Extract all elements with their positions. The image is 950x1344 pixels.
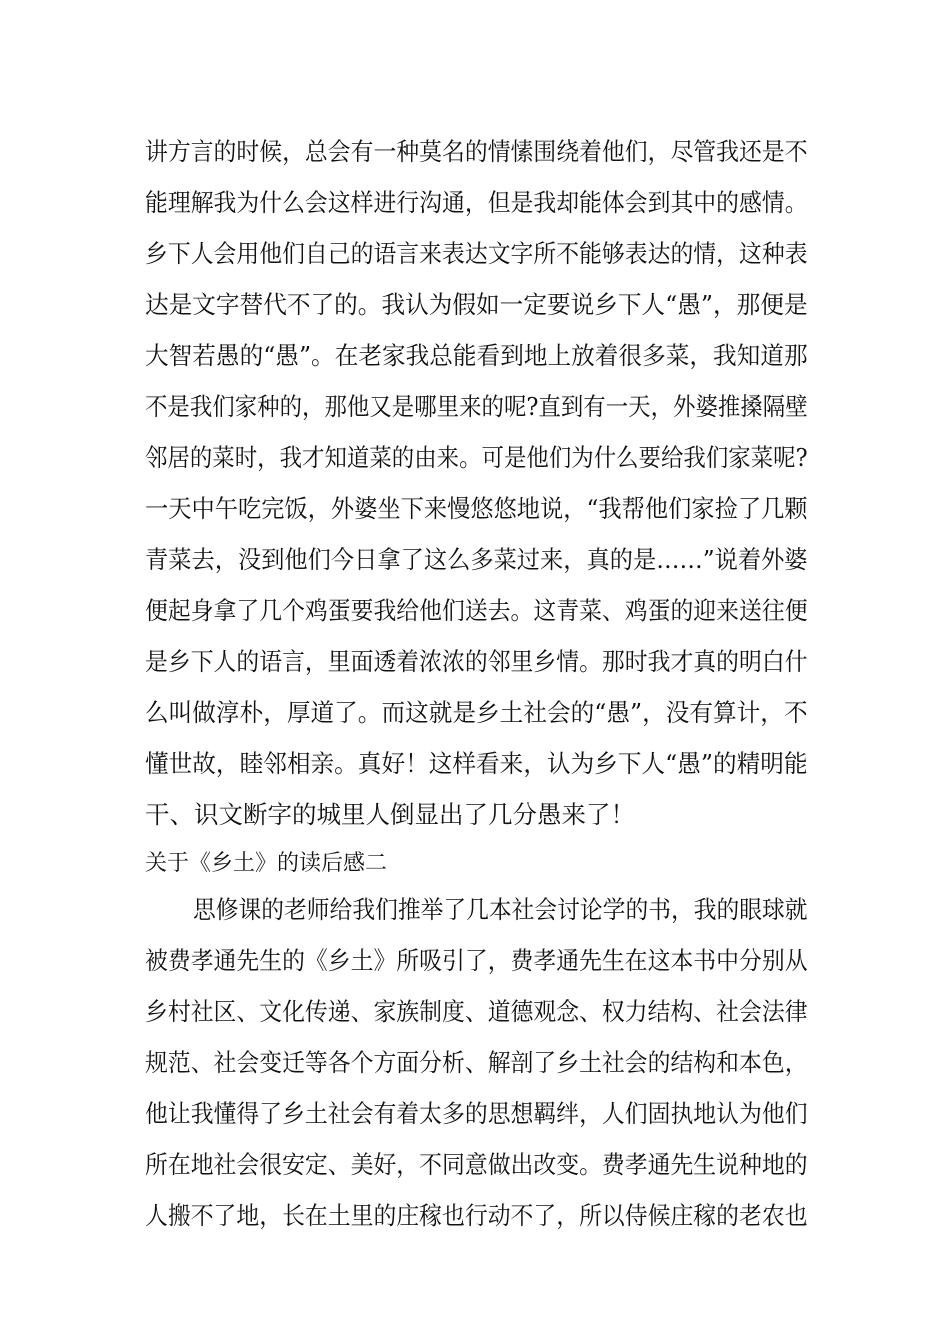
text-line: 邻居的菜时，我才知道菜的由来。可是他们为什么要给我们家菜呢? <box>145 443 808 472</box>
text-line: 青菜去，没到他们今日拿了这么多菜过来，真的是……”说着外婆 <box>145 545 808 574</box>
text-line: 干、识文断字的城里人倒显出了几分愚来了！ <box>145 800 635 829</box>
text-line: 懂世故，睦邻相亲。真好！这样看来，认为乡下人“愚”的精明能 <box>145 749 808 778</box>
section-title: 关于《乡土》的读后感二 <box>145 851 388 876</box>
text-line: 讲方言的时候，总会有一种莫名的情愫围绕着他们，尽管我还是不 <box>145 137 808 166</box>
text-line: 所在地社会很安定、美好，不同意做出改变。费孝通先生说种地的 <box>145 1150 808 1179</box>
text-line: 他让我懂得了乡土社会有着太多的思想羁绊，人们固执地认为他们 <box>145 1099 808 1128</box>
text-line: 规范、社会变迁等各个方面分析、解剖了乡土社会的结构和本色， <box>145 1048 808 1077</box>
text-line: 大智若愚的“愚”。在老家我总能看到地上放着很多菜，我知道那 <box>145 341 808 370</box>
text-line: 达是文字替代不了的。我认为假如一定要说乡下人“愚”，那便是 <box>145 290 808 319</box>
text-line: 思修课的老师给我们推举了几本社会讨论学的书，我的眼球就 <box>193 895 808 924</box>
text-line: 人搬不了地，长在土里的庄稼也行动不了，所以侍候庄稼的老农也 <box>145 1201 808 1230</box>
text-line: 乡下人会用他们自己的语言来表达文字所不能够表达的情，这种表 <box>145 239 808 268</box>
text-line: 不是我们家种的，那他又是哪里来的呢?直到有一天，外婆推搡隔壁 <box>145 392 808 421</box>
text-line: 便起身拿了几个鸡蛋要我给他们送去。这青菜、鸡蛋的迎来送往便 <box>145 596 808 625</box>
text-line: 能理解我为什么会这样进行沟通，但是我却能体会到其中的感情。 <box>145 188 808 217</box>
text-line: 是乡下人的语言，里面透着浓浓的邻里乡情。那时我才真的明白什 <box>145 647 808 676</box>
text-line: 乡村社区、文化传递、家族制度、道德观念、权力结构、社会法律 <box>145 997 808 1026</box>
text-line: 么叫做淳朴，厚道了。而这就是乡土社会的“愚”，没有算计，不 <box>145 698 808 727</box>
text-line: 被费孝通先生的《乡土》所吸引了，费孝通先生在这本书中分别从 <box>145 946 808 975</box>
text-line: 一天中午吃完饭，外婆坐下来慢悠悠地说，“我帮他们家捡了几颗 <box>145 494 808 523</box>
